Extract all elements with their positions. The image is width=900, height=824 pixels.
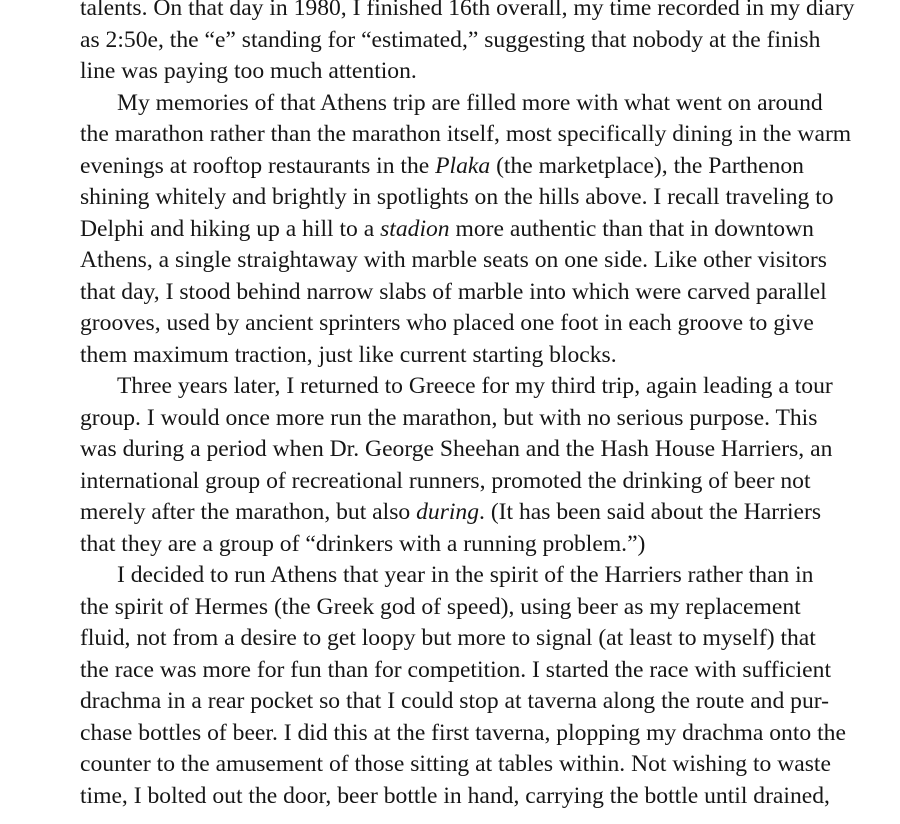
text-run: that they are a group of “drinkers with a running problem.”) <box>80 530 646 557</box>
text-run: (the marketplace), the Parthenon <box>490 152 804 179</box>
paragraph-first-line <box>80 371 900 403</box>
text-line <box>80 403 900 435</box>
text-run: fluid, not from a desire to get loopy but more to signal (at least to myself) that <box>80 625 816 651</box>
text-run: the marathon rather than the marathon itself, most specifically dining in the warm <box>80 121 852 147</box>
paragraph-first-line <box>80 88 900 120</box>
text-line <box>80 340 900 372</box>
text-run: . (It has been said about the Harriers <box>479 499 822 525</box>
paragraph-first-line <box>80 560 900 592</box>
italic-text: during <box>416 499 480 525</box>
text-run: shining whitely and brightly in spotlights on the hills above. I recall traveling to <box>80 184 834 210</box>
text-line <box>80 119 900 151</box>
text-run: Athens, a single straightaway with marble seats on one side. Like other visitors <box>80 247 827 273</box>
text-line <box>80 497 900 529</box>
text-run: evenings at rooftop restaurants in the <box>80 152 436 179</box>
text-line <box>80 655 900 687</box>
text-line <box>80 277 900 309</box>
italic-text: Plaka <box>435 152 491 179</box>
text-run: line was paying too much attention. <box>80 58 417 84</box>
text-line <box>80 749 900 781</box>
text-run: group. I would once more run the marathon, but with no serious purpose. This <box>80 404 818 431</box>
text-line <box>80 466 900 498</box>
text-line <box>80 25 900 57</box>
italic-text: stadion <box>380 215 450 242</box>
text-run: Delphi and hiking up a hill to a <box>80 215 381 242</box>
text-run: the race was more for fun than for competition. I started the race with sufficient <box>80 656 832 683</box>
text-run: grooves, used by ancient sprinters who placed one foot in each groove to give <box>80 310 814 336</box>
text-run: them maximum traction, just like current starting blocks. <box>80 341 617 368</box>
text-line <box>80 182 900 214</box>
text-run: more authentic than that in downtown <box>449 215 814 242</box>
text-line <box>80 151 900 183</box>
text-line <box>80 434 900 466</box>
text-run: was during a period when Dr. George Sheehan and the Hash House Harriers, an <box>80 436 833 462</box>
text-line <box>80 686 900 718</box>
text-run: as 2:50e, the “e” standing for “estimated,” suggesting that nobody at the finish <box>80 26 821 53</box>
text-run: international group of recreational runners, promoted the drinking of beer not <box>80 467 811 494</box>
text-run: My memories of that Athens trip are filled more with what went on around <box>117 89 823 116</box>
text-line <box>80 718 900 750</box>
text-run: drachma in a rear pocket so that I could stop at taverna along the route and pur- <box>80 688 829 714</box>
text-run: counter to the amusement of those sitting at tables within. Not wishing to waste <box>80 751 831 777</box>
text-line <box>80 214 900 246</box>
document-page <box>80 0 900 812</box>
text-run: chase bottles of beer. I did this at the first taverna, plopping my drachma onto the <box>80 719 846 746</box>
text-run: merely after the marathon, but also <box>80 499 417 525</box>
text-line <box>80 623 900 655</box>
text-line <box>80 592 900 624</box>
text-line <box>80 308 900 340</box>
text-run: the spirit of Hermes (the Greek god of speed), using beer as my replacement <box>80 593 801 620</box>
text-line <box>80 0 900 25</box>
text-run: time, I bolted out the door, beer bottle in hand, carrying the bottle until drained, <box>80 782 830 809</box>
text-run: talents. On that day in 1980, I finished 16th overall, my time recorded in my diary <box>80 0 855 21</box>
text-run: I decided to run Athens that year in the spirit of the Harriers rather than in <box>117 562 814 588</box>
text-line <box>80 56 900 88</box>
text-run: Three years later, I returned to Greece for my third trip, again leading a tour <box>117 373 833 399</box>
text-line <box>80 529 900 561</box>
text-line <box>80 781 900 813</box>
text-run: that day, I stood behind narrow slabs of marble into which were carved parallel <box>80 278 827 305</box>
text-line <box>80 245 900 277</box>
